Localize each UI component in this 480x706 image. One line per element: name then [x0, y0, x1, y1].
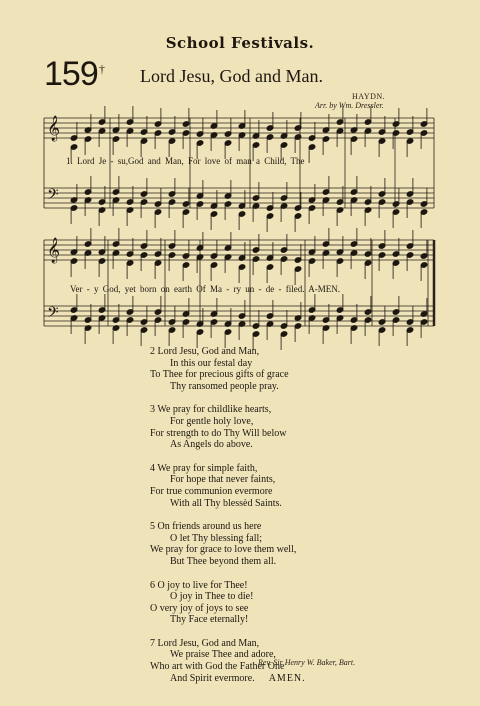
verse	[150, 404, 370, 450]
verse-amen: AMEN.	[268, 672, 306, 684]
composer: HAYDN.	[352, 92, 386, 101]
hymn-mark: †	[99, 62, 105, 76]
verse-line: O let Thy blessing fall;	[170, 532, 263, 544]
verse-line: O joy in Thee to die!	[170, 591, 254, 603]
verse	[150, 580, 370, 626]
verse-line: Who art with God the Father One	[150, 661, 285, 673]
verse	[150, 521, 370, 567]
verse-line: 7 Lord Jesu, God and Man,	[150, 637, 260, 649]
verse-line: 3 We pray for childlike hearts,	[150, 404, 272, 416]
verse	[150, 463, 370, 509]
arranger: Arr. by Wm. Dressler.	[315, 101, 384, 110]
verse-line: In this our festal day	[170, 357, 253, 369]
verse-line: We praise Thee and adore,	[170, 649, 276, 661]
verse-line: To Thee for precious gifts of grace	[150, 369, 289, 381]
verse-line: And Spirit evermore. AMEN.	[170, 672, 306, 684]
verse-line: But Thee beyond them all.	[170, 555, 277, 567]
verse-line: 6 O joy to live for Thee!	[150, 579, 248, 591]
hymn-title: Lord Jesu, God and Man.	[140, 66, 323, 86]
verse-line: For hope that never faints,	[170, 474, 276, 486]
lyrics-line-1: 1. Lord Je - su,God and Man, For love of man a Child, The	[66, 156, 305, 166]
verse-line: Thy Face eternally!	[170, 614, 249, 626]
verse-line: O very joy of joys to see	[150, 602, 249, 614]
verse-line: With all Thy blessèd Saints.	[170, 497, 282, 509]
verse	[150, 346, 370, 392]
verses	[150, 346, 370, 696]
bass-clef-icon: 𝄢	[47, 186, 59, 207]
verse-line: For gentle holy love,	[170, 415, 254, 427]
verse-line: 2 Lord Jesu, God and Man,	[150, 346, 260, 357]
verse-line: For strength to do Thy Will below	[150, 427, 287, 439]
treble-clef-icon: 𝄞	[47, 238, 61, 263]
treble-clef-icon: 𝄞	[47, 116, 61, 141]
verse-line: For true communion evermore	[150, 485, 273, 497]
author-credit: Rev. Sir Henry W. Baker, Bart.	[258, 658, 356, 667]
verse-line: We pray for grace to love them well,	[150, 544, 297, 556]
verse-line: As Angels do above.	[170, 439, 253, 451]
bass-clef-icon: 𝄢	[47, 304, 59, 325]
lyrics-line-2: Ver - y God, yet born on earth Of Ma - ry un - de - filed. A-MEN.	[70, 284, 340, 294]
section-title: School Festivals.	[165, 34, 315, 52]
hymn-number: 159	[44, 55, 98, 93]
verse-line: 4 We pray for simple faith,	[150, 462, 258, 474]
verse-line: 5 On friends around us here	[150, 521, 262, 533]
verse-line: Thy ransomed people pray.	[170, 380, 279, 392]
